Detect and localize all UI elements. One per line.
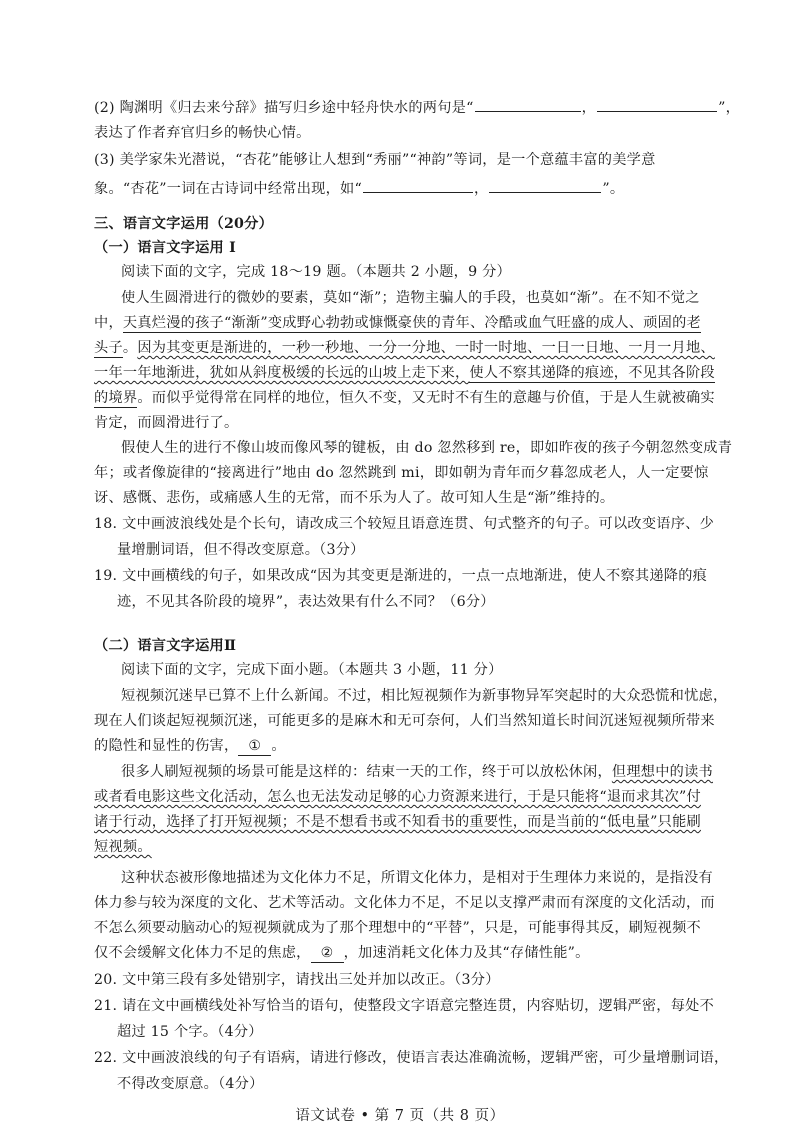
- question-21: 21. 请在文中画横线处补写恰当的语句，使整段文字语意完整连贯，内容贴切，逻辑严密，每处不: [94, 998, 715, 1014]
- underlined-sentence: 天真烂漫的孩子“渐渐”变成野心勃勃或慷慨豪侠的青年、冷酷或血气旺盛的成人、顽固的老: [122, 315, 701, 331]
- passage-line: 的境界。而似乎觉得常在同样的地位，恒久不变，又无时不有生的意趣与价值，于是人生就被确实: [94, 390, 715, 406]
- wavy-sentence: 一年一年地渐进，犹如从斜度极缓的长远的山坡上走下来，: [94, 365, 470, 381]
- answer-blank[interactable]: [489, 177, 601, 193]
- passage-line: 体力参与较为深度的文化、艺术等活动。文化体力不足，不足以支撑严肃而有深度的文化活动，而: [94, 895, 715, 911]
- passage-line: 的隐性和显性的伤害， ① 。: [94, 738, 286, 754]
- question-19: 19. 文中画横线的句子，如果改成“因为其变更是渐进的，一点一点地渐进，使人不察其递降的痕: [94, 568, 708, 584]
- q3-line2: 象。“杏花”一词在古诗词中经常出现，如“ ， ”。: [94, 177, 714, 199]
- question-22-cont: 不得改变原意。（4分）: [117, 1076, 264, 1092]
- answer-blank[interactable]: [597, 96, 717, 112]
- passage-line: 假使人生的进行不像山坡而像风琴的键板，由 do 忽然移到 re，即如昨夜的孩子今朝忽然变成青: [121, 440, 733, 456]
- subsection-title: （二）语言文字运用Ⅱ: [94, 638, 237, 654]
- passage-line: [94, 363, 714, 383]
- passage-line: 不怎么须要动脑动心的短视频就成为了那个理想中的“平替”，只是，可能事得其反，刷短视频不: [94, 920, 701, 936]
- passage-line: 讶、感慨、悲伤，或痛感人生的无常，而不乐为人了。故可知人生是“渐”维持的。: [94, 490, 615, 506]
- underlined-sentence: 头子: [94, 340, 123, 356]
- passage-line: 中，天真烂漫的孩子“渐渐”变成野心勃勃或慷慨豪侠的青年、冷酷或血气旺盛的成人、顽固的老: [94, 315, 701, 331]
- passage-line: 年；或者像旋律的“接离进行”地由 do 忽然跳到 mi，即如朝为青年而夕暮忽成老人，人一定要惊: [94, 465, 709, 481]
- subsection-title: （一）语言文字运用 I: [94, 240, 237, 256]
- q2-line2: 表达了作者弃官归乡的畅快心情。: [94, 125, 311, 141]
- passage-line: 现在人们谈起短视频沉迷，可能更多的是麻木和无可奈何，人们当然知道长时间沉迷短视频所带来: [94, 713, 715, 729]
- passage-line: [94, 812, 714, 832]
- passage-line: 短视频沉迷早已算不上什么新闻。不过，相比短视频作为新事物异军突起时的大众恐慌和忧虑，: [121, 688, 728, 704]
- wavy-sentence: 短视频。: [94, 839, 152, 855]
- question-21-cont: 超过 15 个字。（4分）: [117, 1024, 263, 1040]
- question-20: 20. 文中第三段有多处错别字，请找出三处并加以改正。（3分）: [94, 972, 500, 988]
- question-19-cont: 迹，不见其各阶段的境界”，表达效果有什么不同？（6分）: [117, 594, 495, 610]
- question-18: 18. 文中画波浪线处是个长句，请改成三个较短且语意连贯、句式整齐的句子。可以改变语序、少: [94, 516, 715, 532]
- q3-line1: (3) 美学家朱光潜说，“杏花”能够让人想到“秀丽”“神韵”等词，是一个意蕴丰富的美学意: [94, 152, 656, 168]
- passage-line: 使人生圆滑进行的微妙的要素，莫如“渐”；造物主骗人的手段，也莫如“渐”。在不知不觉之: [121, 290, 700, 306]
- fill-blank-2[interactable]: ②: [311, 944, 344, 963]
- wavy-sentence: 诸于行动，选择了打开短视频；不是不想看书或不知看书的重要性，而是当前的“低电量”只能刷: [94, 814, 701, 830]
- page-footer: 语文试卷 • 第 7 页（共 8 页）: [295, 1108, 505, 1124]
- passage-line: 头子。因为其变更是渐进的，一秒一秒地、一分一分地、一时一时地、一日一日地、一月一月地、: [94, 340, 715, 356]
- instruction: 阅读下面的文字，完成下面小题。（本题共 3 小题，11 分）: [121, 662, 503, 678]
- section-title: 三、语言文字运用（20分）: [94, 216, 274, 232]
- answer-blank[interactable]: [475, 96, 581, 112]
- instruction: 阅读下面的文字，完成 18～19 题。（本题共 2 小题，9 分）: [121, 264, 511, 280]
- passage-line: 肯定，而圆滑进行了。: [94, 415, 239, 431]
- question-22: 22. 文中画波浪线的句子有语病，请进行修改，使语言表达准确流畅，逻辑严密，可少量增删词语，: [94, 1050, 729, 1066]
- question-18-cont: 量增删词语，但不得改变原意。（3分）: [117, 542, 365, 558]
- answer-blank[interactable]: [363, 177, 473, 193]
- fill-blank-1[interactable]: ①: [238, 737, 271, 756]
- underlined-sentence: 的境界: [94, 390, 138, 406]
- wavy-sentence: 因为其变更是渐进的，一秒一秒地、一分一分地、一时一时地、一日一日地、一月一月地、: [137, 340, 715, 356]
- wavy-sentence: 或者看电影这些文化活动，怎么也无法发动足够的心力资源来进行，于是只能将“退而求其次”付: [94, 789, 701, 805]
- passage-line: 这种状态被形像地描述为文化体力不足，所谓文化体力，是相对于生理体力来说的，是指没有: [121, 870, 713, 886]
- passage-line: [94, 787, 714, 807]
- wavy-sentence: 但理想中的读书: [611, 764, 713, 780]
- underlined-sentence: 使人不察其递降的痕迹，不见其各阶段: [469, 365, 715, 381]
- passage-line: 很多人刷短视频的场景可能是这样的：结束一天的工作，终于可以放松休闲，但理想中的读书: [121, 764, 713, 780]
- q2-line1: (2) 陶渊明《归去来兮辞》描写归乡途中轻舟快水的两句是“ ， ”，: [94, 96, 714, 118]
- passage-line: [94, 837, 714, 857]
- passage-line: 仅不会缓解文化体力不足的焦虑， ② ，加速消耗文化体力及其“存储性能”。: [94, 945, 590, 961]
